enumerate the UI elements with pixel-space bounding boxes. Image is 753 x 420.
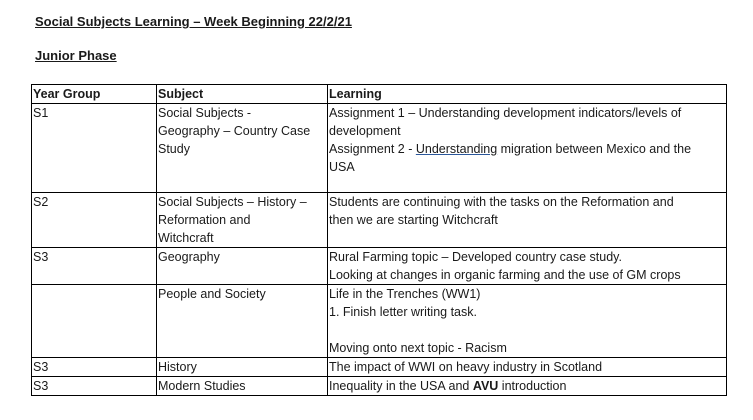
learning-line: Moving onto next topic - Racism [329,341,507,355]
year-cell [32,285,157,358]
subject-cell [157,285,328,358]
subject-line: People and Society [158,287,266,301]
subject-cell [157,193,328,248]
year-cell: S3 [32,377,157,396]
subject-cell [157,104,328,193]
learning-text: Assignment 2 - [329,142,416,156]
learning-line: Looking at changes in organic farming and the use of GM crops [329,268,681,282]
subject-line: History [158,360,197,374]
subject-cell [157,358,328,377]
learning-cell [328,377,727,396]
subject-line: Social Subjects – History – [158,195,307,209]
learning-line: USA [329,160,355,174]
year-cell: S1 [32,104,157,193]
learning-line: 1. Finish letter writing task. [329,305,477,319]
table-row [32,285,727,358]
document-title: Social Subjects Learning – Week Beginning 22/2/21 [35,14,352,29]
learning-cell [328,358,727,377]
learning-line: Rural Farming topic – Developed country case study. [329,250,622,264]
table-row [32,358,727,377]
table-row [32,377,727,396]
learning-line: Assignment 1 – Understanding development indicators/levels of [329,106,682,120]
learning-line [329,140,726,158]
subject-line: Study [158,142,190,156]
learning-cell [328,193,727,248]
blank-line [329,321,726,339]
table-row [32,104,727,193]
subject-line: Social Subjects - [158,106,252,120]
header-subject: Subject [157,85,328,104]
learning-line: then we are starting Witchcraft [329,213,498,227]
subject-line: Geography [158,250,220,264]
learning-cell [328,285,727,358]
learning-text: migration between Mexico and the [497,142,692,156]
table-row [32,193,727,248]
subject-line: Modern Studies [158,379,246,393]
learning-line: Students are continuing with the tasks on the Reformation and [329,195,674,209]
learning-cell [328,248,727,285]
learning-text: Inequality in the USA and [329,379,473,393]
subject-line: Geography – Country Case [158,124,311,138]
learning-text: introduction [498,379,567,393]
header-year-group: Year Group [32,85,157,104]
header-learning: Learning [328,85,727,104]
year-cell: S2 [32,193,157,248]
learning-line: The impact of WWI on heavy industry in Scotland [329,360,603,374]
table-row [32,248,727,285]
year-cell: S3 [32,248,157,285]
table-header-row [32,85,727,104]
bold-text: AVU [472,379,499,393]
learning-line [329,377,726,395]
year-cell: S3 [32,358,157,377]
subject-cell [157,377,328,396]
underlined-text: Understanding [415,142,498,156]
learning-line: Life in the Trenches (WW1) [329,287,481,301]
subject-cell [157,248,328,285]
subject-line: Reformation and [158,213,251,227]
learning-line: development [329,124,401,138]
subject-line: Witchcraft [158,231,214,245]
phase-heading: Junior Phase [35,48,117,63]
learning-cell [328,104,727,193]
learning-schedule-table [31,84,727,396]
